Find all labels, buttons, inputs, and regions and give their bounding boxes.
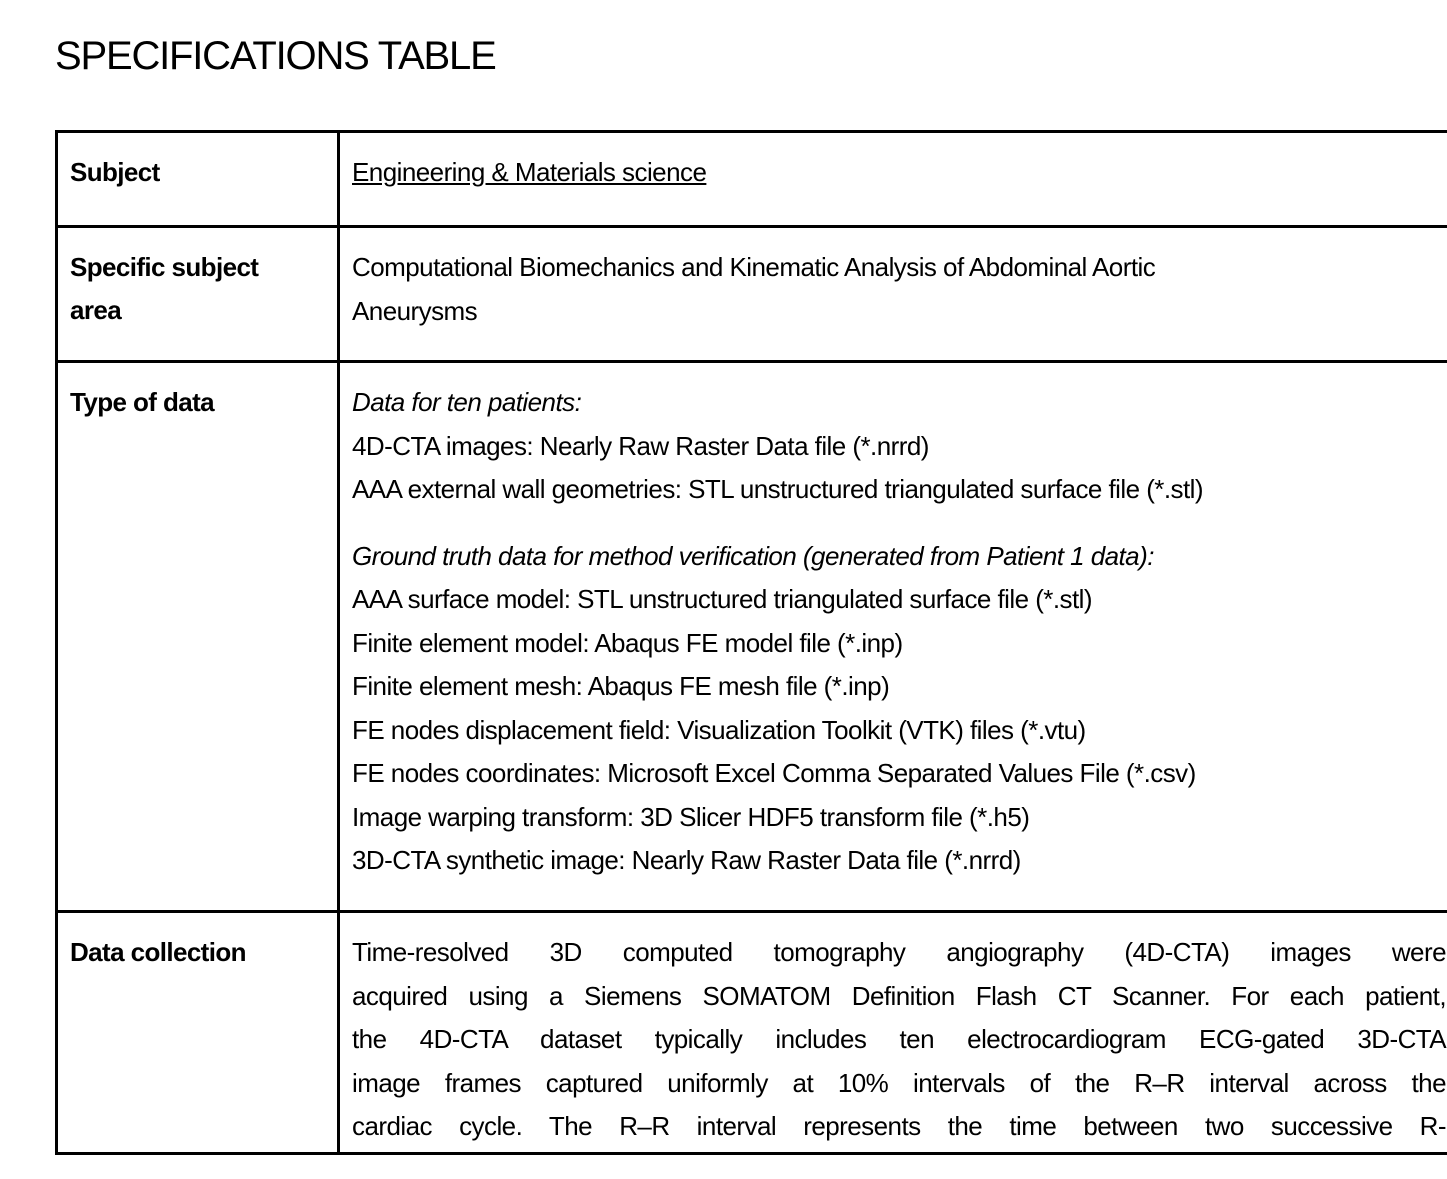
page-title: SPECIFICATIONS TABLE	[55, 34, 496, 78]
row-value	[340, 363, 1447, 910]
row-label: Data collection	[58, 913, 340, 1152]
row-label: Type of data	[58, 363, 340, 910]
specifications-table	[55, 130, 1447, 1155]
row-label: Subject	[58, 133, 340, 225]
list-item: Finite element model: Abaqus FE model file (*.inp)	[352, 627, 903, 658]
table-row-subject	[58, 133, 1447, 228]
paragraph-line: Time-resolved 3D computed tomography angiography (4D-CTA) images were	[352, 937, 1446, 967]
group-heading: Ground truth data for method verification (generated from Patient 1 data):	[352, 540, 1154, 571]
value-line: Aneurysms	[352, 295, 478, 326]
list-item: Finite element mesh: Abaqus FE mesh file (*.inp)	[352, 671, 890, 701]
row-value	[340, 228, 1447, 360]
list-item: 3D-CTA synthetic image: Nearly Raw Raster Data file (*.nrrd)	[352, 845, 1021, 875]
list-item: AAA surface model: STL unstructured triangulated surface file (*.stl)	[352, 584, 1093, 614]
group-heading: Data for ten patients:	[352, 387, 582, 417]
table-row-specific-subject-area	[58, 228, 1447, 363]
list-item: Image warping transform: 3D Slicer HDF5 transform file (*.h5)	[352, 801, 1030, 832]
paragraph-line: acquired using a Siemens SOMATOM Definition Flash CT Scanner. For each patient,	[352, 980, 1446, 1011]
paragraph-line: image frames captured uniformly at 10% intervals of the R–R interval across the	[352, 1067, 1446, 1098]
list-item: AAA external wall geometries: STL unstructured triangulated surface file (*.stl)	[352, 474, 1204, 504]
row-value	[340, 913, 1447, 1152]
row-value	[340, 133, 1447, 225]
list-item: FE nodes coordinates: Microsoft Excel Comma Separated Values File (*.csv)	[352, 758, 1196, 788]
row-label	[58, 228, 340, 360]
value-line: Computational Biomechanics and Kinematic Analysis of Abdominal Aortic	[352, 252, 1156, 282]
table-row-type-of-data	[58, 363, 1447, 913]
row-label-line: area	[70, 295, 122, 325]
list-item: FE nodes displacement field: Visualization Toolkit (VTK) files (*.vtu)	[352, 714, 1086, 745]
table-row-data-collection	[58, 913, 1447, 1155]
spacer	[352, 512, 1447, 535]
row-label-line: Specific subject	[70, 252, 259, 282]
paragraph-line: cardiac cycle. The R–R interval represents the time between two successive R-	[352, 1111, 1446, 1141]
subject-link[interactable]: Engineering & Materials science	[352, 157, 707, 187]
list-item: 4D-CTA images: Nearly Raw Raster Data file (*.nrrd)	[352, 430, 929, 461]
data-collection-paragraph	[352, 931, 1446, 1149]
paragraph-line: the 4D-CTA dataset typically includes ten electrocardiogram ECG-gated 3D-CTA	[352, 1024, 1446, 1054]
